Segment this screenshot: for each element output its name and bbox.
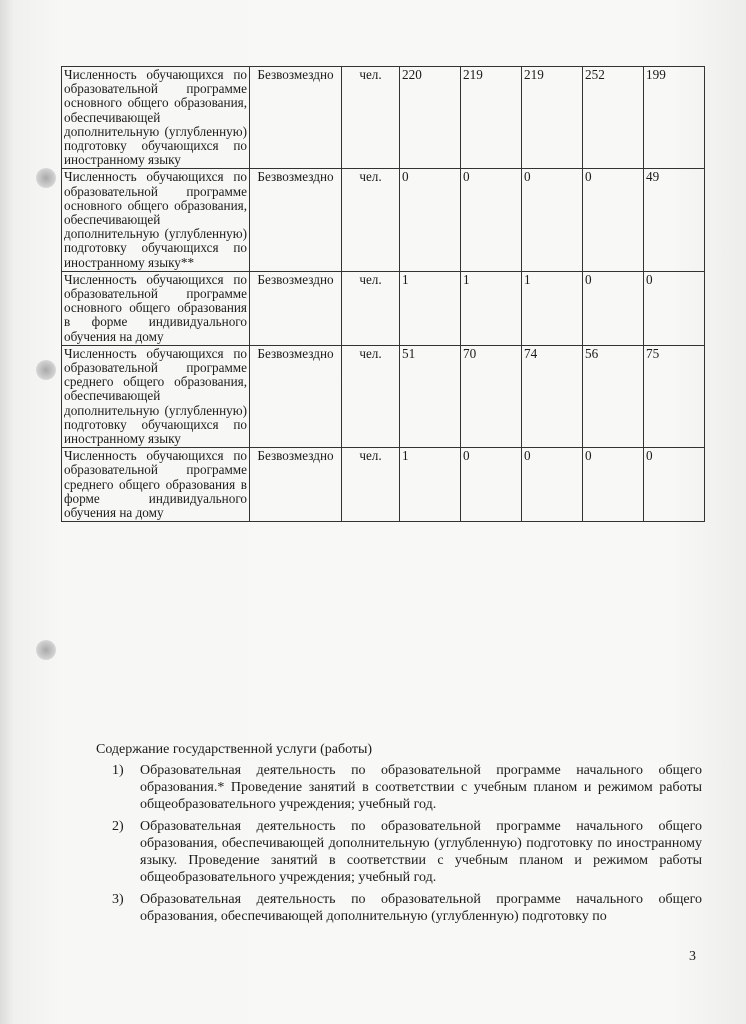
value-cell: 0: [461, 448, 522, 522]
value-cell: 0: [583, 169, 644, 271]
indicators-table: [61, 66, 705, 522]
list-item: [102, 762, 702, 813]
value-cell: 0: [522, 448, 583, 522]
list-item-text: Образовательная деятельность по образовательной программе начального общего образования, обеспечивающей дополнительную (углубленную) подготовку по: [140, 892, 702, 924]
value-cell: 0: [644, 448, 705, 522]
basis-cell: Безвозмездно: [250, 345, 342, 447]
list-item-text: Образовательная деятельность по образовательной программе начального общего образования.* Проведение занятий в соответствии с учебным планом и режимом работы общеобразовательного учреждения; учебный год.: [140, 763, 702, 812]
value-cell: 0: [644, 271, 705, 345]
value-cell: 219: [461, 67, 522, 169]
indicator-cell: Численность обучающихся по образовательной программе основного общего образования в форме индивидуального обучения на дому: [62, 271, 250, 345]
table-row: [62, 169, 705, 271]
indicator-cell: Численность обучающихся по образовательной программе среднего общего образования, обеспечивающей дополнительную (углубленную) подготовку обучающихся по иностранному языку: [62, 345, 250, 447]
section-title: Содержание государственной услуги (работы): [96, 742, 373, 757]
basis-cell: Безвозмездно: [250, 448, 342, 522]
unit-cell: чел.: [342, 67, 400, 169]
list-item-number: 1): [112, 763, 124, 778]
indicator-cell: Численность обучающихся по образовательной программе основного общего образования, обеспечивающей дополнительную (углубленную) подготовку обучающихся по иностранному языку: [62, 67, 250, 169]
list-item-number: 2): [112, 819, 124, 834]
value-cell: 0: [583, 448, 644, 522]
basis-cell: Безвозмездно: [250, 67, 342, 169]
unit-cell: чел.: [342, 169, 400, 271]
list-item: [102, 818, 702, 886]
value-cell: 1: [461, 271, 522, 345]
unit-cell: чел.: [342, 448, 400, 522]
list-item: [102, 891, 702, 925]
value-cell: 219: [522, 67, 583, 169]
value-cell: 252: [583, 67, 644, 169]
page-number: 3: [689, 949, 696, 964]
table-row: [62, 271, 705, 345]
value-cell: 0: [400, 169, 461, 271]
value-cell: 1: [400, 271, 461, 345]
value-cell: 199: [644, 67, 705, 169]
value-cell: 56: [583, 345, 644, 447]
value-cell: 75: [644, 345, 705, 447]
indicator-cell: Численность обучающихся по образовательной программе основного общего образования, обеспечивающей дополнительную (углубленную) подготовку обучающихся по иностранному языку**: [62, 169, 250, 271]
indicator-cell: Численность обучающихся по образовательной программе среднего общего образования в форме индивидуального обучения на дому: [62, 448, 250, 522]
unit-cell: чел.: [342, 345, 400, 447]
content-list: [102, 762, 702, 930]
binder-hole: [36, 168, 56, 188]
binder-hole: [36, 360, 56, 380]
binder-hole: [36, 640, 56, 660]
unit-cell: чел.: [342, 271, 400, 345]
value-cell: 74: [522, 345, 583, 447]
value-cell: 1: [522, 271, 583, 345]
basis-cell: Безвозмездно: [250, 169, 342, 271]
value-cell: 51: [400, 345, 461, 447]
table-row: [62, 345, 705, 447]
table-row: [62, 67, 705, 169]
value-cell: 49: [644, 169, 705, 271]
basis-cell: Безвозмездно: [250, 271, 342, 345]
page-edge-shadow: [0, 0, 14, 1024]
value-cell: 0: [522, 169, 583, 271]
value-cell: 220: [400, 67, 461, 169]
list-item-number: 3): [112, 892, 124, 907]
value-cell: 0: [583, 271, 644, 345]
list-item-text: Образовательная деятельность по образовательной программе начального общего образования, обеспечивающей дополнительную (углубленную) подготовку по иностранному языку. Проведение занятий в соответствии с учебным планом и режимом работы общеобразовательного учреждения; учебный год.: [140, 819, 702, 885]
table-row: [62, 448, 705, 522]
value-cell: 70: [461, 345, 522, 447]
value-cell: 0: [461, 169, 522, 271]
value-cell: 1: [400, 448, 461, 522]
